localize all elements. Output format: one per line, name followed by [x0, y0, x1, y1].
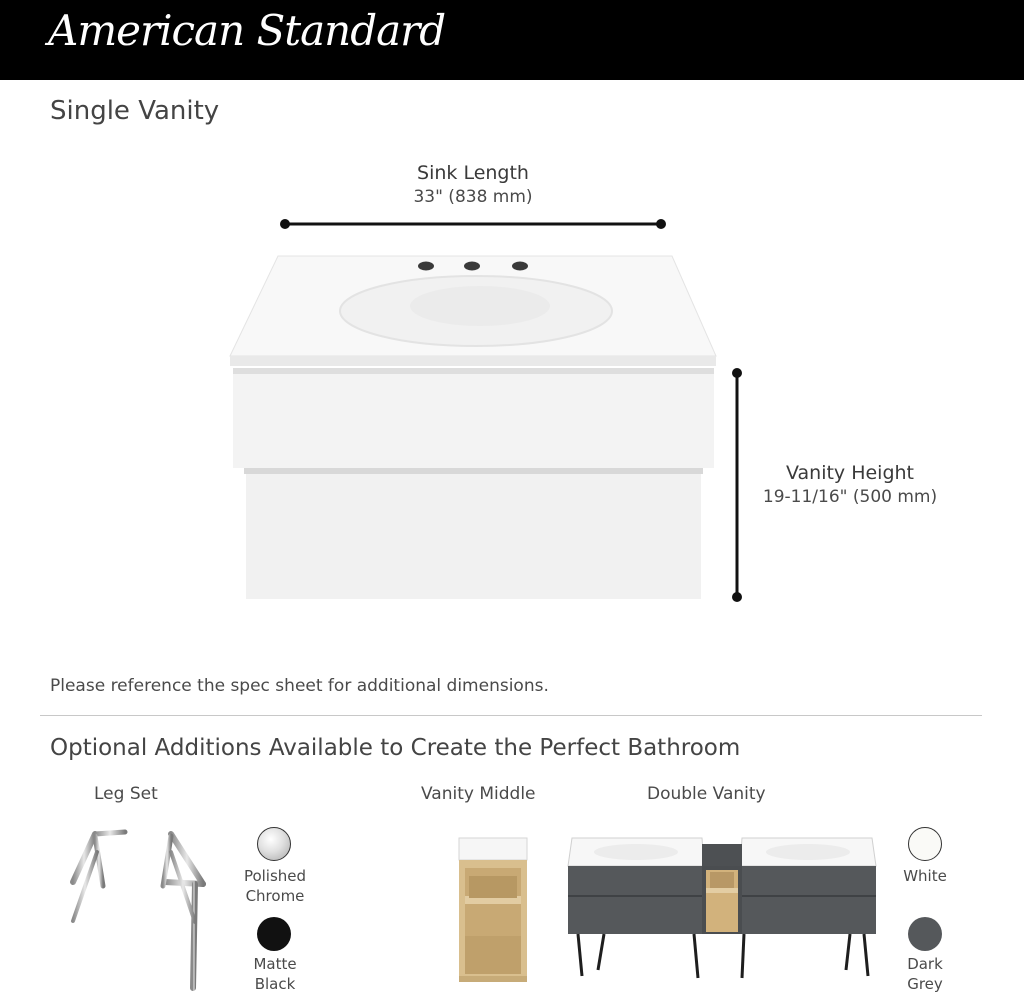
vanity-height-label: Vanity Height — [785, 462, 915, 484]
finish-name-line2: Grey — [907, 975, 943, 993]
leg-set-label: Leg Set — [94, 784, 158, 804]
finish-name-line2: Chrome — [245, 887, 305, 905]
vanity-middle-label: Vanity Middle — [421, 784, 536, 804]
dark-grey-label — [880, 954, 970, 994]
finish-name-line2: Black — [254, 975, 296, 993]
leg-set-image — [55, 826, 215, 994]
faucet-hole — [418, 262, 434, 271]
dark-grey-swatch[interactable] — [908, 917, 942, 951]
vanity-height-dimension — [740, 462, 960, 507]
finish-name-line1: Polished — [243, 867, 307, 885]
matte-black-label — [230, 954, 320, 994]
double-vanity-label: Double Vanity — [647, 784, 766, 804]
white-swatch[interactable] — [908, 827, 942, 861]
sink-length-line — [280, 219, 666, 229]
optional-additions-title: Optional Additions Available to Create the Perfect Bathroom — [50, 735, 741, 761]
sink-length-label: Sink Length — [417, 162, 529, 184]
divider — [40, 715, 982, 716]
faucet-hole — [512, 262, 528, 271]
polished-chrome-swatch[interactable] — [257, 827, 291, 861]
faucet-hole — [464, 262, 480, 271]
matte-black-swatch[interactable] — [257, 917, 291, 951]
finish-name-line1: White — [903, 867, 947, 885]
double-vanity-image — [564, 836, 880, 982]
brand-logo: American Standard — [48, 6, 446, 55]
vanity-cabinet — [233, 368, 714, 599]
sink-top — [230, 256, 716, 366]
spec-note: Please reference the spec sheet for additional dimensions. — [50, 676, 549, 696]
vanity-middle-image — [455, 836, 535, 986]
page-title: Single Vanity — [50, 96, 220, 126]
finish-name-line1: Matte — [253, 955, 297, 973]
sink-length-value: 33" (838 mm) — [413, 187, 533, 207]
finish-name-line1: Dark — [907, 955, 943, 973]
vanity-height-value: 19-11/16" (500 mm) — [762, 487, 938, 507]
white-label — [880, 866, 970, 886]
polished-chrome-label — [230, 866, 320, 906]
